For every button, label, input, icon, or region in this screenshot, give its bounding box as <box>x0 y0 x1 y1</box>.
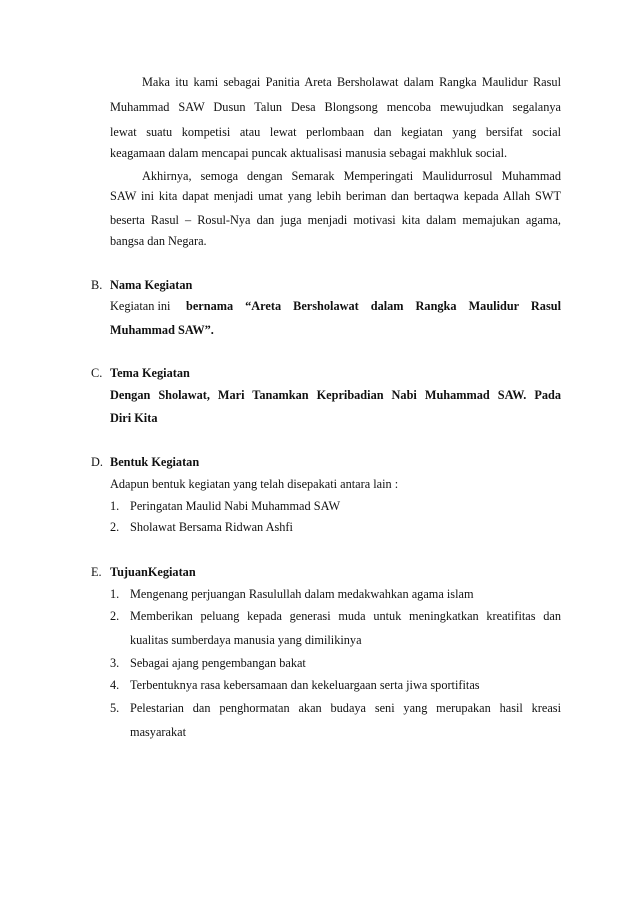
section-c-line2: Diri Kita <box>110 411 158 425</box>
intro-p1-line2: Muhammad SAW Dusun Talun Desa Blongsong mencoba mewujudkan segalanya <box>110 100 561 114</box>
section-e-item-3-num: 3. <box>110 656 120 670</box>
section-c-title: Tema Kegiatan <box>110 366 190 380</box>
section-e-item-3: Sebagai ajang pengembangan bakat <box>130 656 306 670</box>
section-e-item-5-line1: Pelestarian dan penghormatan akan budaya seni yang merupakan hasil kreasi <box>130 701 561 715</box>
section-e-item-2-num: 2. <box>110 609 120 623</box>
intro-p1-line1: Maka itu kami sebagai Panitia Areta Bersholawat dalam Rangka Maulidur Rasul <box>142 75 561 89</box>
section-d-label: D. <box>91 455 103 469</box>
intro-p1-line4: keagamaan dalam mencapai puncak aktualisasi manusia sebagai makhluk social. <box>110 146 508 160</box>
section-e-item-1: Mengenang perjuangan Rasulullah dalam medakwahkan agama islam <box>130 587 474 601</box>
intro-p2-line4: bangsa dan Negara. <box>110 234 207 248</box>
section-b-line1-pre: Kegiatan ini <box>110 299 171 313</box>
intro-p2-line2: SAW ini kita dapat menjadi umat yang lebih beriman dan bertaqwa kepada Allah SWT <box>110 189 561 203</box>
intro-p2-line1: Akhirnya, semoga dengan Semarak Memperingati Maulidurrosul Muhammad <box>142 169 561 183</box>
section-c-label: C. <box>91 366 103 380</box>
section-b-title: Nama Kegiatan <box>110 278 193 292</box>
section-e-item-5-num: 5. <box>110 701 120 715</box>
section-e-title: TujuanKegiatan <box>110 565 196 579</box>
section-b-line1-rest: bernama “Areta Bersholawat dalam Rangka Maulidur Rasul <box>186 299 561 313</box>
intro-p1-line3: lewat suatu kompetisi atau lewat perlombaan dan kegiatan yang bersifat social <box>110 125 561 139</box>
section-e-item-4-num: 4. <box>110 678 120 692</box>
section-d-item-2-num: 2. <box>110 520 120 534</box>
section-d-item-1-num: 1. <box>110 499 120 513</box>
section-d-item-1: Peringatan Maulid Nabi Muhammad SAW <box>130 499 341 513</box>
section-d-title: Bentuk Kegiatan <box>110 455 200 469</box>
section-c-line1: Dengan Sholawat, Mari Tanamkan Kepribadian Nabi Muhammad SAW. Pada <box>110 388 561 402</box>
section-e-item-5-line2: masyarakat <box>130 725 186 739</box>
section-e-item-4: Terbentuknya rasa kebersamaan dan kekeluargaan serta jiwa sportifitas <box>130 678 480 692</box>
section-e-item-2-line1: Memberikan peluang kepada generasi muda untuk meningkatkan kreatifitas dan <box>130 609 561 623</box>
section-b-label: B. <box>91 278 103 292</box>
section-d-item-2: Sholawat Bersama Ridwan Ashfi <box>130 520 293 534</box>
intro-p2-line3: beserta Rasul – Rosul-Nya dan juga menjadi motivasi kita dalam memajukan agama, <box>110 213 561 227</box>
section-e-item-1-num: 1. <box>110 587 120 601</box>
section-e-item-2-line2: kualitas sumberdaya manusia yang dimilikinya <box>130 633 362 647</box>
section-d-intro: Adapun bentuk kegiatan yang telah disepakati antara lain : <box>110 477 399 491</box>
section-b-line2: Muhammad SAW”. <box>110 323 214 337</box>
section-e-label: E. <box>91 565 102 579</box>
